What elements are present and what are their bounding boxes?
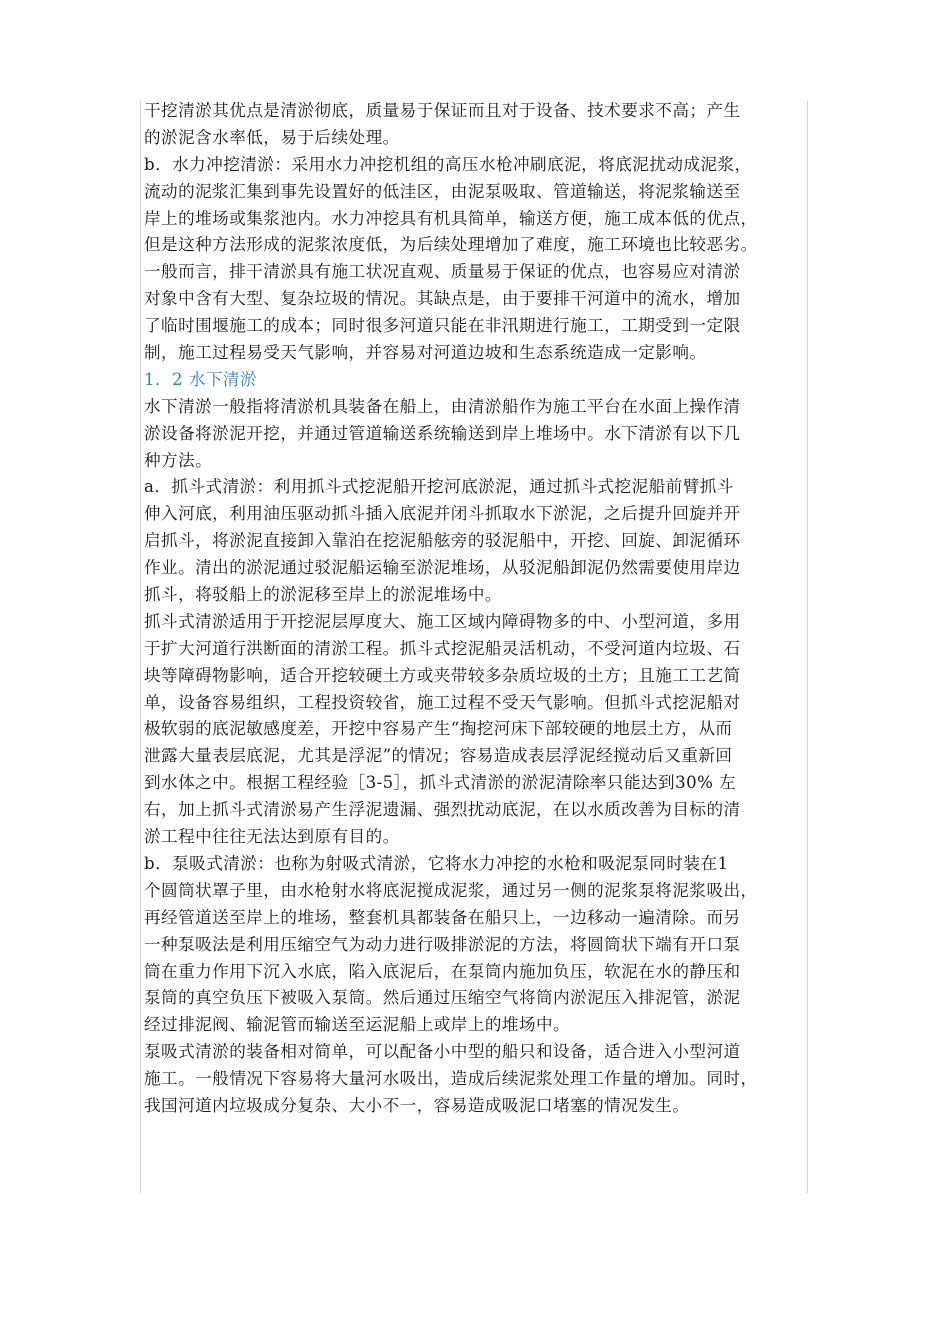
- text-line: 经过排泥阀、输泥管而输送至运泥船上或岸上的堆场中。: [144, 1015, 571, 1035]
- text-line: 流动的泥浆汇集到事先设置好的低洼区，由泥泵吸取、管道输送，将泥浆输送至: [144, 181, 741, 201]
- text-line: 淤工程中往往无法达到原有目的。: [144, 827, 400, 847]
- text-line: 一般而言，排干清淤具有施工状况直观、质量易于保证的优点，也容易应对清淤: [144, 262, 741, 282]
- text-line: 制，施工过程易受天气影响，并容易对河道边坡和生态系统造成一定影响。: [144, 343, 707, 363]
- text-line: 伸入河底，利用油压驱动抓斗插入底泥并闭斗抓取水下淤泥，之后提升回旋并开: [144, 504, 741, 524]
- text-line: 的淤泥含水率低，易于后续处理。: [144, 127, 400, 147]
- text-line: 再经管道送至岸上的堆场，整套机具都装备在船只上，一边移动一遍清除。而另: [144, 907, 741, 927]
- text-line: 泵吸式清淤的装备相对简单，可以配备小中型的船只和设备，适合进入小型河道: [144, 1042, 741, 1062]
- text-line: 启抓斗，将淤泥直接卸入靠泊在挖泥船舷旁的驳泥船中，开挖、回旋、卸泥循环: [144, 531, 741, 551]
- text-line: b．水力冲挖清淤：采用水力冲挖机组的高压水枪冲刷底泥，将底泥扰动成泥浆，: [144, 154, 752, 174]
- text-line: 抓斗，将驳船上的淤泥移至岸上的淤泥堆场中。: [144, 585, 502, 605]
- text-line: 单，设备容易组织，工程投资较省，施工过程不受天气影响。但抓斗式挖泥船对: [144, 692, 741, 712]
- text-line: 一种泵吸法是利用压缩空气为动力进行吸排淤泥的方法，将圆筒状下端有开口泵: [144, 934, 741, 954]
- text-line: 了临时围堰施工的成本；同时很多河道只能在非汛期进行施工，工期受到一定限: [144, 316, 741, 336]
- text-line: 抓斗式清淤适用于开挖泥层厚度大、施工区域内障碍物多的中、小型河道，多用: [144, 611, 741, 631]
- text-line: 干挖清淤其优点是清淤彻底，质量易于保证而且对于设备、技术要求不高；产生: [144, 101, 741, 120]
- text-line: 淤设备将淤泥开挖，并通过管道输送系统输送到岸上堆场中。水下清淤有以下几: [144, 423, 741, 443]
- section-heading: 1．2 水下清淤: [144, 369, 257, 389]
- text-line: 泵筒的真空负压下被吸入泵筒。然后通过压缩空气将筒内淤泥压入排泥管，淤泥: [144, 988, 741, 1008]
- text-line: b．泵吸式清淤：也称为射吸式清淤，它将水力冲挖的水枪和吸泥泵同时装在1: [144, 853, 729, 873]
- text-line: 对象中含有大型、复杂垃圾的情况。其缺点是，由于要排干河道中的流水，增加: [144, 289, 741, 309]
- text-line: 极软弱的底泥敏感度差，开挖中容易产生“掏挖河床下部较硬的地层土方，从而: [144, 719, 733, 739]
- text-line: 施工。一般情况下容易将大量河水吸出，造成后续泥浆处理工作量的增加。同时，: [144, 1069, 758, 1089]
- text-line: 个圆筒状罩子里，由水枪射水将底泥搅成泥浆，通过另一侧的泥浆泵将泥浆吸出，: [144, 880, 758, 900]
- text-line: 但是这种方法形成的泥浆浓度低，为后续处理增加了难度，施工环境也比较恶劣。: [144, 235, 758, 255]
- text-line: 到水体之中。根据工程经验［3-5］，抓斗式清淤的淤泥清除率只能达到30% 左: [144, 773, 737, 793]
- text-line: 右，加上抓斗式清淤易产生浮泥遗漏、强烈扰动底泥，在以水质改善为目标的清: [144, 800, 741, 820]
- text-line: 水下清淤一般指将清淤机具装备在船上，由清淤船作为施工平台在水面上操作清: [144, 396, 741, 416]
- text-line: a．抓斗式清淤：利用抓斗式挖泥船开挖河底淤泥，通过抓斗式挖泥船前臂抓斗: [144, 477, 734, 497]
- text-line: 泄露大量表层底泥，尤其是浮泥”的情况；容易造成表层浮泥经搅动后又重新回: [144, 746, 733, 766]
- text-line: 筒在重力作用下沉入水底，陷入底泥后，在泵筒内施加负压，软泥在水的静压和: [144, 961, 741, 981]
- text-line: 于扩大河道行洪断面的清淤工程。抓斗式挖泥船灵活机动，不受河道内垃圾、石: [144, 638, 741, 658]
- text-line: 岸上的堆场或集浆池内。水力冲挖具有机具简单，输送方便，施工成本低的优点，: [144, 208, 758, 228]
- document-body: [144, 98, 808, 1120]
- text-line: 种方法。: [144, 450, 213, 470]
- text-line: 块等障碍物影响，适合开挖较硬土方或夹带较多杂质垃圾的土方；且施工工艺简: [144, 665, 741, 685]
- text-line: 作业。清出的淤泥通过驳泥船运输至淤泥堆场，从驳泥船卸泥仍然需要使用岸边: [144, 558, 741, 578]
- text-line: 我国河道内垃圾成分复杂、大小不一，容易造成吸泥口堵塞的情况发生。: [144, 1095, 690, 1115]
